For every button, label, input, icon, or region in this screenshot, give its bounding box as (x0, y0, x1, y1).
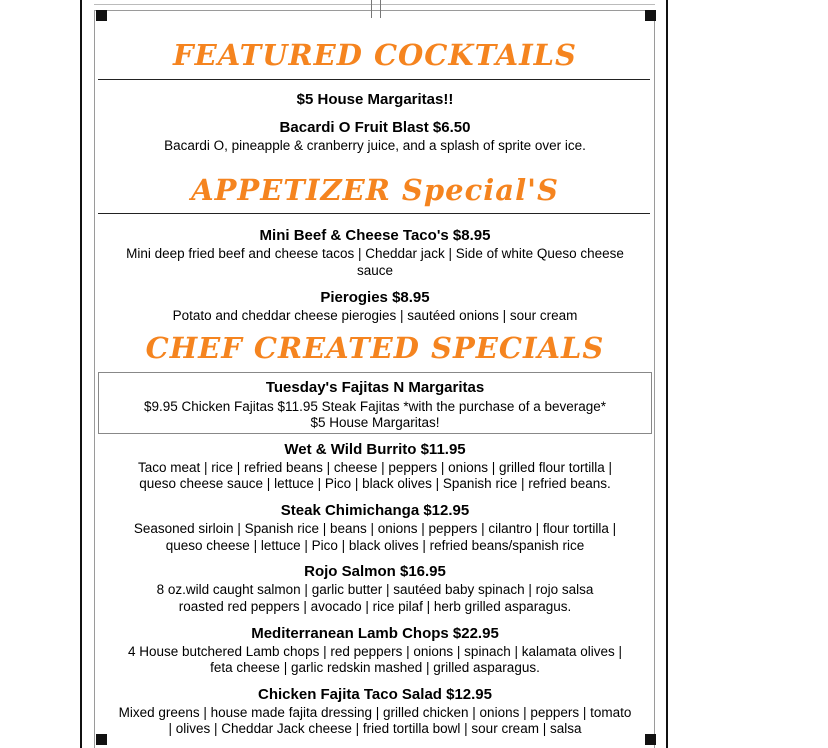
item-description: Taco meat | rice | refried beans | cheese | peppers | onions | grilled flour tortilla | (137, 460, 613, 475)
item-title: Mediterranean Lamb Chops $22.95 (251, 625, 499, 642)
item-description: queso cheese sauce | lettuce | Pico | black olives | Spanish rice | refried beans. (139, 476, 611, 491)
item-description: queso cheese | lettuce | Pico | black olives | refried beans/spanish rice (165, 538, 585, 553)
item-description: sauce (356, 263, 394, 278)
item-description: Mini deep fried beef and cheese tacos | Cheddar jack | Side of white Queso cheese (126, 246, 624, 261)
section-rule (98, 79, 650, 80)
item-description: 4 House butchered Lamb chops | red peppers | onions | spinach | kalamata olives | (127, 644, 623, 659)
item-title: Chicken Fajita Taco Salad $12.95 (258, 686, 492, 703)
item-title: Pierogies $8.95 (320, 289, 430, 306)
item-description: Seasoned sirloin | Spanish rice | beans | onions | peppers | cilantro | flour tortilla | (133, 521, 617, 536)
item-title: Bacardi O Fruit Blast $6.50 (279, 119, 471, 136)
item-description: Mixed greens | house made fajita dressing | grilled chicken | onions | peppers | tomato (118, 705, 632, 720)
item-description: Bacardi O, pineapple & cranberry juice, and a splash of sprite over ice. (164, 138, 586, 153)
item-description: feta cheese | garlic redskin mashed | grilled asparagus. (210, 660, 540, 675)
item-description: $9.95 Chicken Fajitas $11.95 Steak Fajitas *with the purchase of a beverage* (143, 399, 607, 414)
item-description: | olives | Cheddar Jack cheese | fried tortilla bowl | sour cream | salsa (168, 721, 582, 736)
section-heading-chef-specials: CHEF CREATED SPECIALS (145, 331, 605, 365)
item-description: Potato and cheddar cheese pierogies | sautéed onions | sour cream (172, 308, 578, 323)
section-heading-cocktails: FEATURED COCKTAILS (173, 38, 577, 72)
item-description: $5 House Margaritas! (310, 415, 440, 430)
frame-handle-top-left[interactable] (96, 10, 107, 21)
item-title: Wet & Wild Burrito $11.95 (284, 441, 466, 458)
item-title: Rojo Salmon $16.95 (304, 563, 446, 580)
item-description: 8 oz.wild caught salmon | garlic butter | sautéed baby spinach | rojo salsa (156, 582, 594, 597)
section-heading-appetizers: APPETIZER Special'S (191, 173, 559, 207)
frame-handle-top-right[interactable] (645, 10, 656, 21)
item-title: $5 House Margaritas!! (296, 91, 454, 108)
frame-tick-left (371, 0, 372, 18)
section-rule (98, 213, 650, 214)
item-title: Tuesday's Fajitas N Margaritas (265, 379, 485, 396)
frame-guide-line (94, 4, 655, 5)
item-title: Mini Beef & Cheese Taco's $8.95 (259, 227, 491, 244)
frame-tick-right (380, 0, 381, 18)
item-title: Steak Chimichanga $12.95 (280, 502, 470, 519)
item-description: roasted red peppers | avocado | rice pilaf | herb grilled asparagus. (178, 599, 572, 614)
